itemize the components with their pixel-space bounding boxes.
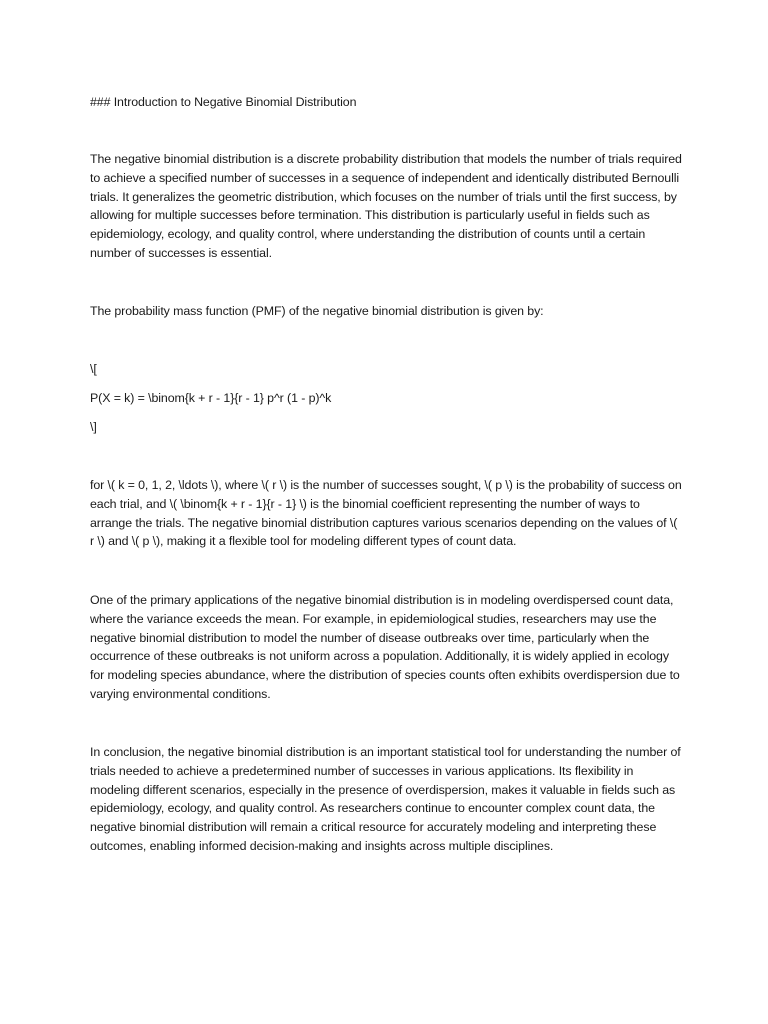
conclusion-paragraph: In conclusion, the negative binomial distribution is an important statistical tool for understanding the number of trials needed to achieve a predetermined number of successes in various applications. Its flexibility in modeling different scenarios, especially in the presence of overdispersion, makes it valuable in fields such as epidemiology, ecology, and quality control. As researchers continue to encounter complex count data, the negative binomial distribution will remain a critical resource for accurately modeling and interpreting these outcomes, enabling informed decision-making and insights across multiple disciplines. <box>90 745 681 853</box>
applications-paragraph: One of the primary applications of the negative binomial distribution is in modeling overdispersed count data, where the variance exceeds the mean. For example, in epidemiological studies, researchers may use the negative binomial distribution to model the number of disease outbreaks over time, particularly when the occurrence of these outbreaks is not uniform across a population. Additionally, it is widely applied in ecology for modeling species abundance, where the distribution of species counts often exhibits overdispersion due to varying environmental conditions. <box>90 593 680 701</box>
document-heading: ### Introduction to Negative Binomial Distribution <box>90 95 357 109</box>
pmf-intro-paragraph: The probability mass function (PMF) of the negative binomial distribution is given by: <box>90 304 544 318</box>
explanation-paragraph: for \( k = 0, 1, 2, \ldots \), where \( r \) is the number of successes sought, \( p \) is the probability of success on each trial, and \( \binom{k + r - 1}{r - 1} \) is the binomial coefficient representing the number of ways to arrange the trials. The negative binomial distribution captures various scenarios depending on the values of \( r \) and \( p \), making it a flexible tool for modeling different types of count data. <box>90 478 682 549</box>
pmf-formula: P(X = k) = \binom{k + r - 1}{r - 1} p^r (1 - p)^k <box>90 391 332 405</box>
intro-paragraph: The negative binomial distribution is a discrete probability distribution that models the number of trials required to achieve a specified number of successes in a sequence of independent and identically distributed Bernoulli trials. It generalizes the geometric distribution, which focuses on the number of trials until the first success, by allowing for multiple successes before termination. This distribution is particularly useful in fields such as epidemiology, ecology, and quality control, where understanding the distribution of counts until a certain number of successes is essential. <box>90 152 682 260</box>
formula-open-delimiter: \[ <box>90 362 97 376</box>
formula-close-delimiter: \] <box>90 420 97 434</box>
